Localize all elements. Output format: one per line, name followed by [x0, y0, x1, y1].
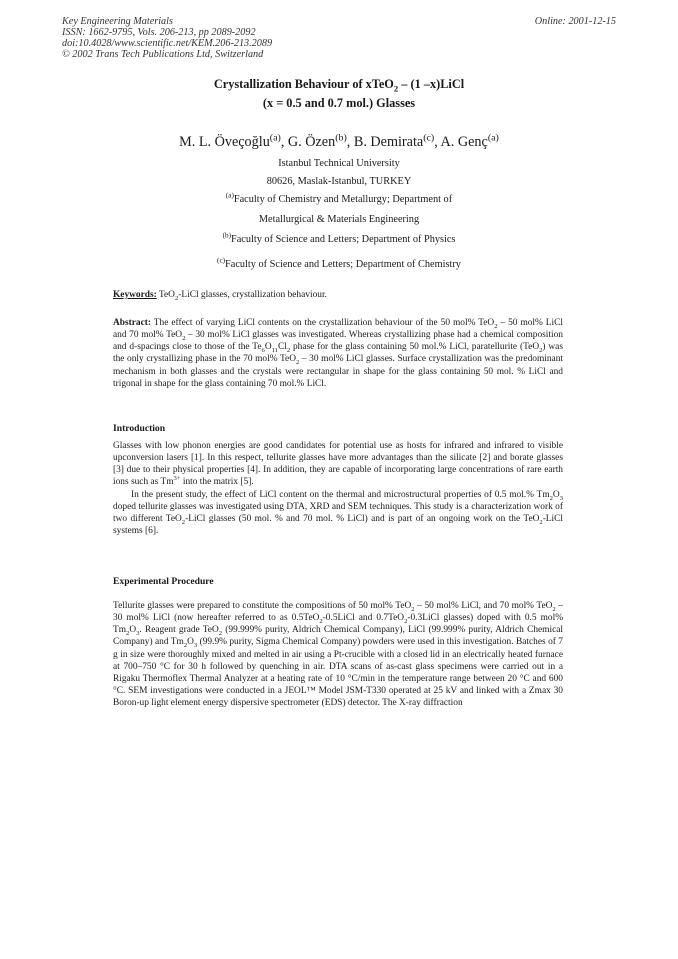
- introduction-body: Glasses with low phonon energies are good candidates for potential use as hosts for infrared and infrared to visible upconversion lasers [1]. In this respect, tellurite glasses have more advantages than the silicate [2] and borate glasses [3] due to their physical properties [4]. In addition, they are capable of incorporating large concentrations of rare earth ions such as $Tm^{3+}$ into the matrix [5]. In the present study, the effect of LiCl content on the thermal and microstructural properties of 0.5 mol.% $Tm_2O_3$ doped tellurite glasses was investigated using DTA, XRD and SEM techniques. This study is a characterization work of two different TeO$_2$-LiCl glasses (50 mol. % and 70 mol. % LiCl) and is part of an ongoing work on the TeO$_2$-LiCl systems [6].: [113, 441, 563, 537]
- doi-line[interactable]: doi:10.4028/www.scientific.net/KEM.206-213.2089: [62, 38, 273, 49]
- affiliation-c: $^{(c)}$Faculty of Science and Letters; Department of Chemistry: [217, 256, 461, 270]
- paper-title-line-1: Crystallization Behaviour of xTeO$_2$ – (1 –x)LiCl: [213, 77, 465, 94]
- author: G. Özen$^{(b)}$,: [287, 132, 354, 150]
- affiliation-a-line-2: Metallurgical & Materials Engineering: [258, 214, 420, 225]
- paper-title-line-2: (x = 0.5 and 0.7 mol.) Glasses: [262, 96, 416, 110]
- affiliation-university: Istanbul Technical University: [278, 158, 400, 169]
- author: A. Genç$^{(a)}$: [440, 132, 499, 150]
- keywords: Keywords: TeO$_2$-LiCl glasses, crystallization behaviour.: [113, 290, 327, 302]
- experimental-body: Tellurite glasses were prepared to constitute the compositions of 50 mol% TeO$_2$ – 50 mol% LiCl, and 70 mol% TeO$_2$ – 30 mol% LiCl (now hereafter referred to as 0.5TeO$_2$-0.5LiCl and 0.7TeO$_2$-0.3LiCl glasses) doped with 0.5 mol% $Tm_2O_3$. Reagent grade TeO$_2$ (99.999% purity, Aldrich Chemical Company), LiCl (99.999% purity, Aldrich Chemical Company) and $Tm_2O_3$ (99.9% purity, Sigma Chemical Company) powders were used in this investigation. Batches of 7 g in size were thoroughly mixed and melted in air using a Pt-crucible with a closed lid in an electrically heated furnace at 700–750 °C for 30 h followed by quenching in air. DTA scans of as-cast glass specimens were carried out in a Rigaku Thermoflex Thermal Analyzer at a heating rate of 10 °C/min in the temperature range between 20 °C and 600 °C. SEM investigations were conducted in a JEOL™ Model JSM-T330 operated at 25 kV and linked with a Zmax 30 Boron-up light element energy dispersive spectrometer (EDS) detector. The X-ray diffraction: [113, 601, 564, 709]
- affiliation-address: 80626, Maslak-Istanbul, TURKEY: [266, 176, 412, 187]
- abstract: Abstract: The effect of varying LiCl contents on the crystallization behaviour of the 50 mol% TeO$_2$ – 50 mol% LiCl and 70 mol% TeO$_2$ – 30 mol% LiCl glasses was investigated. Whereas crystallizing phase had a chemical composition and d-spacings close to those of the $Te_6O_{11}Cl_2$ phase for the glass containing 50 mol.% LiCl, paratellurite (TeO$_2$) was the only crystallizing phase in the 70 mol% TeO$_2$ – 30 mol% LiCl glasses. Surface crystallization was the predominant mechanism in both glasses and the crystals were rectangular in shape for the glass containing 50 mol. % LiCl and trigonal in shape for the glass containing 70 mol.% LiCl.: [113, 318, 564, 389]
- keywords-label: Keywords:: [113, 290, 157, 300]
- affiliation-a-line-1: $^{(a)}$Faculty of Chemistry and Metallurgy; Department of: [225, 191, 453, 205]
- author: M. L. Öveçoğlu$^{(a)}$,: [179, 132, 288, 150]
- section-heading-introduction: Introduction: [113, 423, 166, 434]
- section-heading-experimental: Experimental Procedure: [113, 576, 214, 587]
- author-list: [62, 134, 616, 151]
- copyright-line: © 2002 Trans Tech Publications Ltd, Switzerland: [62, 49, 264, 60]
- journal-name: Key Engineering Materials: [62, 16, 173, 27]
- affiliation-b: $^{(b)}$Faculty of Science and Letters; Department of Physics: [222, 231, 456, 245]
- online-date: Online: 2001-12-15: [534, 16, 616, 27]
- abstract-label: Abstract:: [113, 318, 152, 328]
- author: B. Demirata$^{(c)}$,: [353, 132, 441, 150]
- issn-line: ISSN: 1662-9795, Vols. 206-213, pp 2089-2092: [62, 27, 256, 38]
- running-header: [62, 16, 382, 60]
